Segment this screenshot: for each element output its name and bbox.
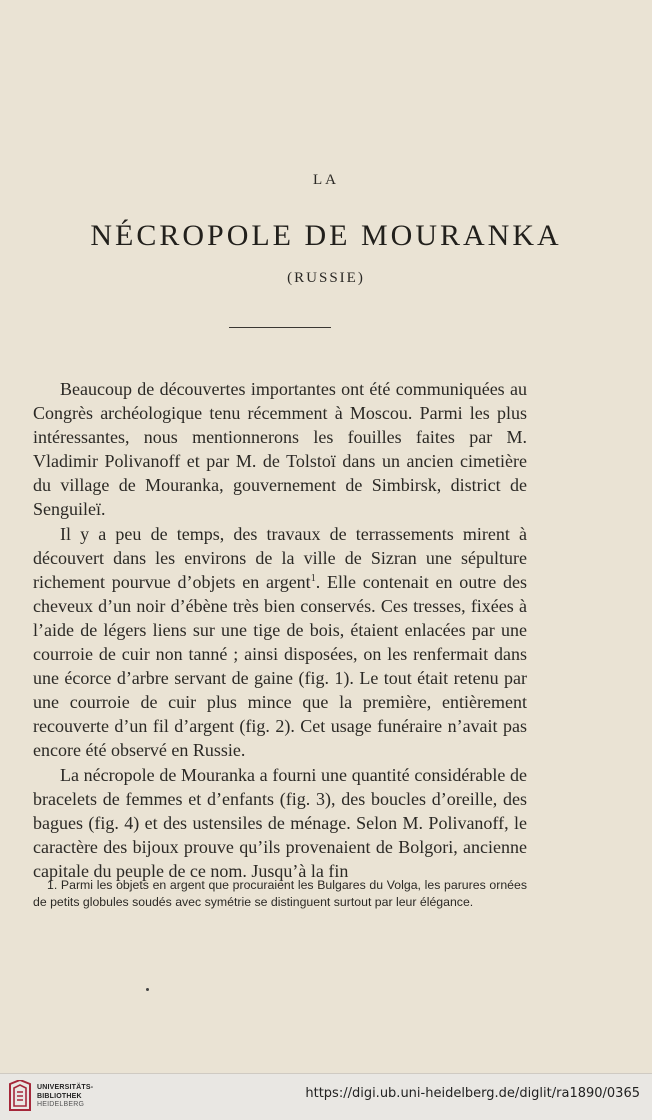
overtitle: LA (313, 172, 339, 188)
footnote-reference[interactable]: 1 (310, 572, 316, 584)
paragraph-2-text-a: Il y a peu de temps, des travaux de terrassements mirent à découvert dans les environs de la ville de Sizran une sépulture richement pourvue d’objets en argent (33, 523, 527, 592)
print-speck (146, 988, 149, 991)
permalink-url[interactable]: https://digi.ub.uni-heidelberg.de/diglit/ra1890/0365 (305, 1086, 640, 1101)
article-body (33, 377, 527, 883)
library-name[interactable]: UNIVERSITÄTS- BIBLIOTHEK HEIDELBERG (37, 1084, 94, 1108)
page-title: NÉCROPOLE DE MOURANKA (90, 219, 562, 252)
paragraph-3: La nécropole de Mouranka a fourni une quantité considérable de bracelets de femmes et d’enfants (fig. 3), des boucles d’oreille, des bagues (fig. 4) et des ustensiles de ménage. Selon M. Polivanoff, le caractère des bijoux prouve qu’ils provenaient de Bolgori, ancienne capitale du peuple de ce nom. Jusqu’à la fin (33, 764, 527, 881)
university-library-logo-icon[interactable] (8, 1080, 32, 1112)
paragraph-2-text-b: . Elle contenait en outre des cheveux d’un noir d’ébène très bien conservés. Ces tresses, fixées à l’aide de légers liens sur une tige de bois, étaient enlacées par une courroie de cuir non tanné ; ainsi disposées, on les renfermait dans une écorce d’arbre servant de gaine (fig. 1). Le tout était retenu par une courroie de cuir plus mince que la première, entièrement recouverte d’un fil d’argent (fig. 2). Cet usage funéraire n’avait pas encore été observé en Russie. (33, 571, 527, 761)
subtitle: (RUSSIE) (287, 270, 365, 286)
paragraph-2 (33, 522, 527, 763)
viewer-footer (0, 1073, 652, 1120)
footnote: 1. Parmi les objets en argent que procuraient les Bulgares du Volga, les parures ornées de petits globules soudés avec symétrie se distinguent surtout par leur élégance. (33, 878, 527, 909)
paragraph-1: Beaucoup de découvertes importantes ont été communiquées au Congrès archéologique tenu récemment à Moscou. Parmi les plus intéressantes, nous mentionnerons les fouilles faites par M. Vladimir Polivanoff et par M. de Tolstoï dans un ancien cimetière du village de Mouranka, gouvernement de Simbirsk, district de Senguileï. (33, 379, 527, 520)
title-divider (229, 327, 331, 328)
